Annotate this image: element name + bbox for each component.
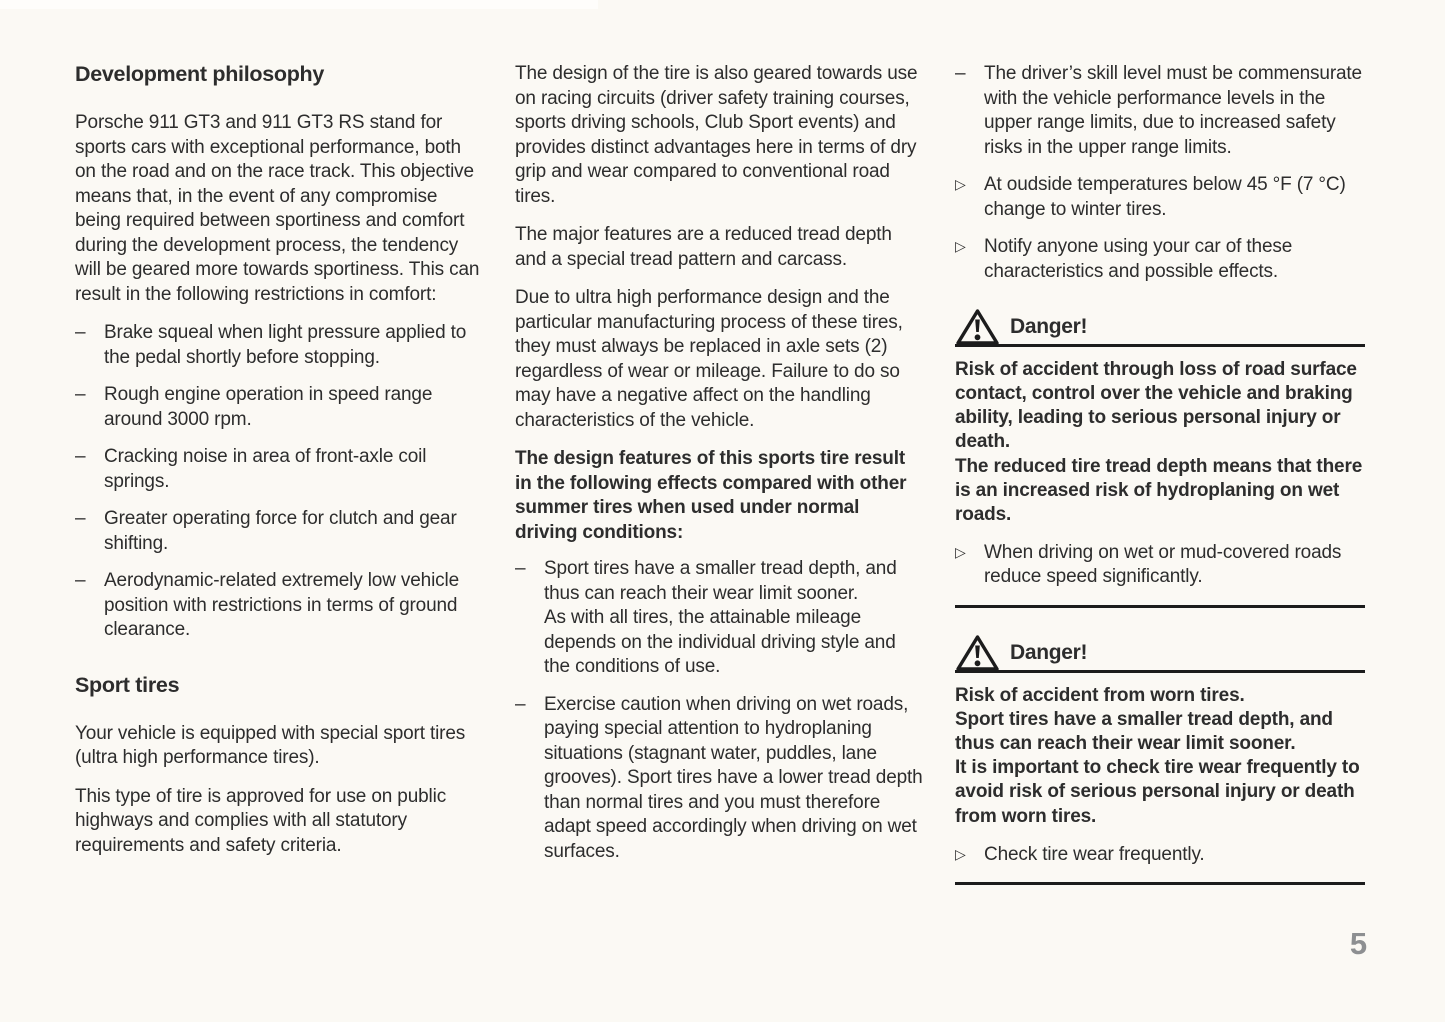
dash-bullet: – [515,558,526,579]
paragraph-sport-tires-1: Your vehicle is equipped with special sport tires (ultra high performance tires). [75,722,466,768]
action-item [955,173,1365,222]
paragraph-design-features-intro: The design features of this sports tire result in the following effects compared with other summer tires when used under normal driving conditions: [515,448,907,543]
triangle-bullet: ▷ [955,177,966,193]
danger-box-worn-tires [955,634,1365,885]
action-item-text: At oudside temperatures below 45 °F (7 °C) change to winter tires. [984,174,1346,220]
list-item [75,445,485,494]
dash-bullet: – [75,446,86,467]
tire-effects-list [515,557,925,864]
danger-bold-line: Sport tires have a smaller tread depth, and thus can reach their wear limit sooner. [955,709,1333,755]
action-item-text: When driving on wet or mud-covered roads reduce speed significantly. [984,541,1342,588]
section-heading-sport-tires: Sport tires [75,672,180,697]
dash-bullet: – [75,322,86,343]
triangle-bullet: ▷ [955,846,966,863]
column-1 [75,62,485,885]
warning-triangle-icon [955,308,1000,346]
paragraph-development: Porsche 911 GT3 and 911 GT3 RS stand for sports cars with exceptional performance, both on the road and on the race track. This objective means that, in the event of any compromise being required between sportiness and comfort during the development process, the tendency will be geared more towards sportiness. This can result in the following restrictions in comfort: [75,112,480,305]
action-item [955,541,1365,590]
dash-bullet: – [75,508,86,529]
paragraph-axle-sets: Due to ultra high performance design and the particular manufacturing process of these tires, they must always be replaced in axle sets (2) regardless of wear or mileage. Failure to do so may have a negative affect on the handling characteristics of the vehicle. [515,287,903,431]
paragraph-major-features: The major features are a reduced tread depth and a special tread pattern and carcass. [515,224,892,270]
paragraph-tire-design: The design of the tire is also geared towards use on racing circuits (driver safety training courses, sports driving schools, Club Sport events) and provides distinct advantages here in terms of dry grip and wear compared to conventional road tires. [515,63,918,207]
list-item-text [544,557,925,680]
action-item [955,235,1365,284]
danger-header [955,308,1365,347]
list-item [515,557,925,680]
danger-header [955,634,1365,673]
danger-bold-text [955,673,1365,829]
paragraph-sport-tires-2: This type of tire is approved for use on public highways and complies with all statutory requirements and safety criteria. [75,785,447,856]
list-item [75,569,485,643]
scan-edge-strip [0,0,598,9]
danger-bottom-rule [955,882,1365,885]
dash-bullet: – [75,384,86,405]
column-3 [955,62,1365,885]
list-item-text: The driver’s skill level must be commensurate with the vehicle performance levels in the upper range limits, due to increased safety risks in the upper range limits. [984,63,1362,158]
danger-title: Danger! [1010,640,1088,664]
list-item [75,507,485,556]
danger-bold-line: Risk of accident through loss of road surface contact, control over the vehicle and braking ability, leading to serious personal injury or death. [955,359,1357,453]
action-item [955,843,1365,868]
danger-bold-text [955,347,1365,527]
list-item-line: Sport tires have a smaller tread depth, and thus can reach their wear limit sooner. [544,558,897,604]
danger-bottom-rule [955,605,1365,608]
action-item-text: Check tire wear frequently. [984,843,1205,865]
list-item [75,321,485,370]
danger-title: Danger! [1010,315,1088,338]
list-item-text: Brake squeal when light pressure applied to the pedal shortly before stopping. [104,322,467,368]
comfort-restrictions-list [75,321,485,643]
danger-box-hydroplaning [955,308,1365,608]
list-item-text: Aerodynamic-related extremely low vehicle position with restrictions in terms of ground clearance. [104,570,459,640]
list-item-text: Rough engine operation in speed range around 3000 rpm. [104,384,433,430]
dash-bullet: – [75,570,86,591]
danger-bold-line: The reduced tire tread depth means that there is an increased risk of hydroplaning on wet roads. [955,455,1363,525]
list-item-text: Cracking noise in area of front-axle coil springs. [104,446,427,492]
page-number: 5 [1349,926,1367,961]
list-item [515,693,925,865]
triangle-bullet: ▷ [955,239,966,255]
triangle-bullet: ▷ [955,544,966,561]
list-item-line: As with all tires, the attainable mileage depends on the individual driving style and the conditions of use. [544,607,896,677]
action-item-text: Notify anyone using your car of these characteristics and possible effects. [984,236,1293,282]
danger-bold-line: It is important to check tire wear frequently to avoid risk of serious personal injury or death from worn tires. [955,757,1360,827]
list-item-text: Exercise caution when driving on wet roads, paying special attention to hydroplaning situations (stagnant water, puddles, lane grooves). Sport tires have a lower tread depth than normal tires and you must therefore adapt speed accordingly when driving on wet surfaces. [544,693,923,862]
dash-bullet: – [955,63,966,84]
list-item [75,383,485,432]
list-item-text: Greater operating force for clutch and gear shifting. [104,508,457,554]
list-item [955,62,1365,160]
driver-skill-list [955,62,1365,284]
warning-triangle-icon [955,634,1000,672]
danger-bold-line: Risk of accident from worn tires. [955,684,1245,706]
section-heading-development-philosophy: Development philosophy [75,62,325,86]
column-2 [515,62,925,885]
dash-bullet: – [515,693,526,715]
